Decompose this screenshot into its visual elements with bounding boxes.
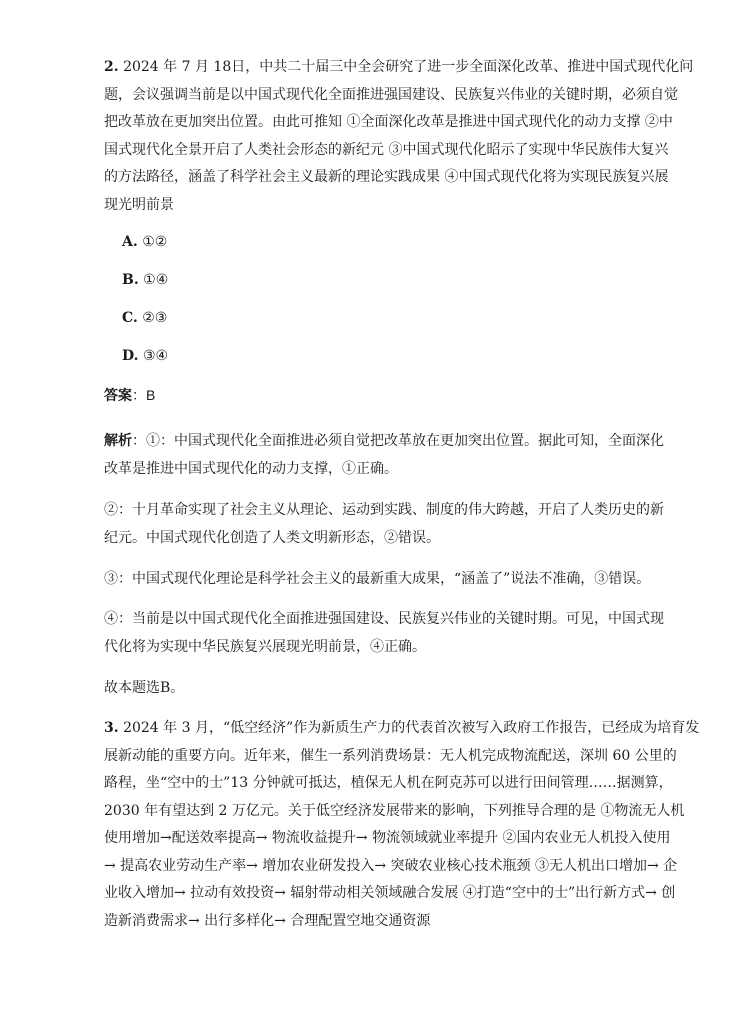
answer-value: ：B	[132, 387, 156, 403]
option-d[interactable]: D. ③④	[122, 348, 169, 364]
analysis-point-2: ②：十月革命实现了社会主义从理论、运动到实践、制度的伟大跨越，开启了人类历史的新 纪元。中国式现代化创造了人类文明新形态，②错误。	[104, 502, 664, 546]
answer-label: 答案	[104, 388, 132, 404]
analysis-point-4: ④：当前是以中国式现代化全面推进强国建设、民族复兴伟业的关键时期。可见，中国式现 代化将为实现中华民族复兴展现光明前景，④正确。	[104, 611, 664, 655]
question-2-stem: 2. 2024 年 7 月 18日，中共二十届三中全会研究了进一步全面深化改革、推进中国式现代化问 题，会议强调当前是以中国式现代化全面推进强国建设、民族复兴伟业的关键时期，必须自觉 把改革放在更加突出位置。由此可推知 ①全面深化改革是推进中国式现代化的动力支撑 ②中 国式现代化全景开启了人类社会形态的新纪元 ③中国式现代化昭示了实现中华民族伟大复兴 的方法路径，涵盖了科学社会主义最新的理论实践成果 ④中国式现代化将为实现民族复兴展 现光明前景	[104, 59, 694, 213]
option-c[interactable]: C. ②③	[122, 310, 168, 326]
analysis-label: 解析	[104, 433, 132, 449]
answer	[104, 382, 674, 411]
question-3-stem: 3. 2024 年 3 月，“低空经济”作为新质生产力的代表首次被写入政府工作报告，已经成为培育发 展新动能的重要方向。近年来，催生一系列消费场景：无人机完成物流配送，深圳 60 公里的 路程，坐“空中的士”13 分钟就可抵达，植保无人机在阿克苏可以进行田间管理……据测算， 2030 年有望达到 2 万亿元。关于低空经济发展带来的影响，下列推导合理的是 ①物流无人机 使用增加→配送效率提高→ 物流收益提升→ 物流领域就业率提升 ②国内农业无人机投入使用 → 提高农业劳动生产率→ 增加农业研发投入→ 突破农业核心技术瓶颈 ③无人机出口增加→ 企 业收入增加→ 拉动有效投资→ 辐射带动相关领域融合发展 ④打造“空中的士”出行新方式→ 创 造新消费需求→ 出行多样化→ 合理配置空地交通资源	[104, 720, 700, 929]
option-b[interactable]: B. ①④	[122, 272, 169, 288]
analysis-point-1: 解析：①：中国式现代化全面推进必须自觉把改革放在更加突出位置。据此可知，全面深化 改革是推进中国式现代化的动力支撑，①正确。	[104, 433, 664, 477]
option-a[interactable]: A. ①②	[122, 234, 168, 250]
question-number: 2.	[104, 59, 119, 75]
conclusion: 故本题选B。	[104, 680, 185, 696]
analysis-point-3: ③：中国式现代化理论是科学社会主义的最新重大成果，“涵盖了”说法不准确，③错误。	[104, 571, 651, 587]
question-number: 3.	[104, 720, 119, 736]
